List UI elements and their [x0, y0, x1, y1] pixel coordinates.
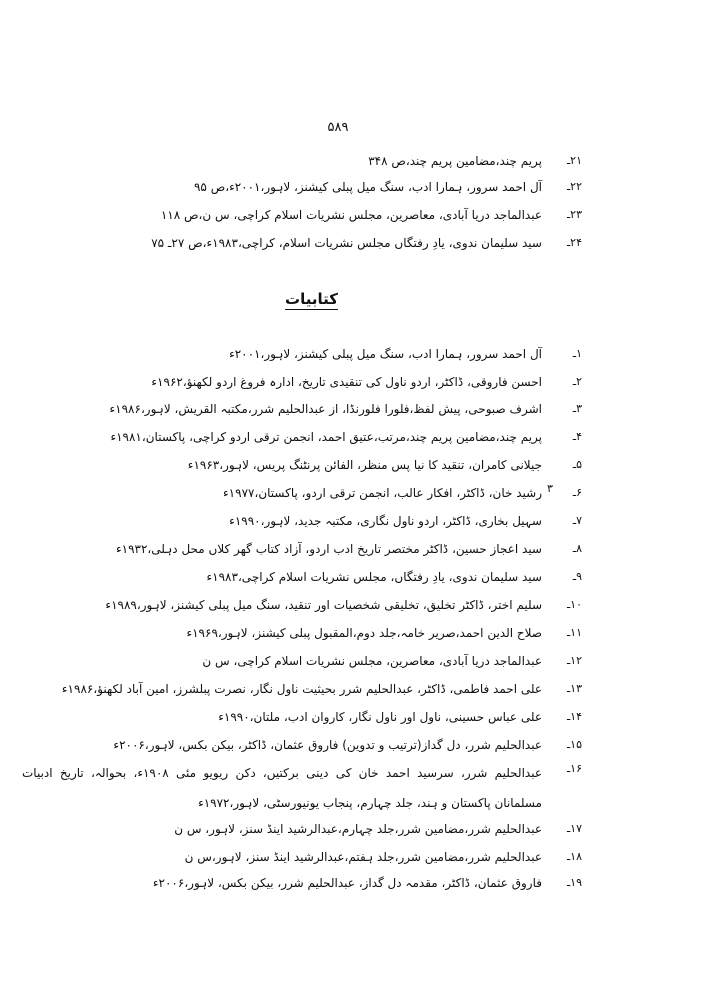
entry-text: رشید خان، ڈاکٹر، افکار عالب، انجمن ترقی اردو، پاکستان،۱۹۷۷ء	[223, 486, 542, 500]
entry-number: ۵ـ	[572, 458, 582, 471]
entry-text: صلاح الدین احمد،صریر خامہ،جلد دوم،المقبول پبلی کیشنز، لاہور،۱۹۶۹ء	[186, 626, 542, 640]
footnote-row	[160, 204, 582, 226]
bibliography-entry	[151, 371, 582, 393]
entry-number: ۸ـ	[572, 542, 582, 555]
entry-number: ۱۸ـ	[566, 850, 582, 863]
bibliography-entry	[22, 758, 582, 810]
bibliography-entry	[61, 678, 582, 700]
entry-text: آل احمد سرور، ہمارا ادب، سنگ میل پبلی کیشنز، لاہور،۲۰۰۱ء	[229, 347, 542, 361]
bibliography-entry	[109, 398, 582, 420]
entry-number: ۱۷ـ	[566, 822, 582, 835]
entry-number: ۶ـ	[572, 486, 582, 499]
entry-number: ۱۱ـ	[566, 626, 582, 639]
bibliography-entry	[206, 566, 582, 588]
footnote-number: ۲۴ـ	[566, 236, 582, 249]
bibliography-entry	[113, 734, 582, 756]
entry-number: ۲ـ	[572, 375, 582, 388]
entry-text: پریم چند،مضامین پریم چند،مرتب،عتیق احمد، انجمن ترقی اردو کراچی، پاکستان،۱۹۸۱ء	[110, 430, 542, 444]
entry-text: جیلانی کامران، تنقید کا نیا پس منظر، الفائن پرنٹنگ پریس، لاہور،۱۹۶۳ء	[187, 458, 542, 472]
entry-text: علی عباس حسینی، ناول اور ناول نگار، کاروان ادب، ملتان،۱۹۹۰ء	[218, 710, 542, 724]
entry-text: عبدالحلیم شرر،مضامین شرر،جلد ہفتم،عبدالرشید اینڈ سنز، لاہور،س ن	[184, 850, 542, 864]
footnote-text: سید سلیمان ندوی، یادِ رفتگاں مجلس نشریات اسلام، کراچی،۱۹۸۳ء،ص ۲۷ـ ۷۵	[151, 236, 542, 250]
entry-text: عبدالماجد دریا آبادی، معاصرین، مجلس نشریات اسلام کراچی، س ن	[202, 654, 542, 668]
entry-text: احسن فاروقی، ڈاکٹر، اردو ناول کی تنقیدی تاریخ، ادارہ فروغ اردو لکھنؤ،۱۹۶۲ء	[151, 375, 542, 389]
entry-number: ۳ـ	[572, 402, 582, 415]
footnote-text: آل احمد سرور، ہمارا ادب، سنگ میل پبلی کیشنز، لاہور،۲۰۰۱ء،ص ۹۵	[193, 180, 542, 194]
page-number: ۵۸۹	[327, 120, 349, 135]
entry-number: ۱ـ	[572, 347, 582, 360]
bibliography-entry	[110, 426, 582, 448]
footnote-number: ۲۲ـ	[566, 180, 582, 193]
entry-text: فاروق عثمان، ڈاکٹر، مقدمہ دل گداز، عبدالحلیم شرر، بیکن بکس، لاہور،۲۰۰۶ء	[152, 876, 542, 890]
margin-mark: ۳	[547, 482, 553, 495]
entry-number: ۱۳ـ	[566, 682, 582, 695]
bibliography-heading: کتابیات	[285, 290, 338, 308]
entry-text: سلیم اختر، ڈاکٹر تخلیق، تخلیقی شخصیات اور تنقید، سنگ میل پبلی کیشنز، لاہور،۱۹۸۹ء	[105, 598, 542, 612]
entry-number: ۷ـ	[572, 514, 582, 527]
bibliography-entry	[223, 482, 582, 504]
footnote-number: ۲۱ـ	[566, 154, 582, 167]
bibliography-entry	[202, 650, 582, 672]
entry-number: ۱۴ـ	[566, 710, 582, 723]
entry-number: ۱۲ـ	[566, 654, 582, 667]
footnote-text: عبدالماجد دریا آبادی، معاصرین، مجلس نشریات اسلام کراچی، س ن،ص ۱۱۸	[160, 208, 542, 222]
entry-number: ۱۹ـ	[566, 876, 582, 889]
bibliography-entry	[229, 510, 582, 532]
bibliography-entry	[184, 846, 582, 868]
entry-number: ۱۶ـ	[566, 762, 582, 775]
footnote-row	[151, 232, 582, 254]
entry-text: سید سلیمان ندوی، یادِ رفتگاں، مجلس نشریات اسلام کراچی،۱۹۸۳ء	[206, 570, 542, 584]
bibliography-entry	[187, 454, 582, 476]
entry-number: ۴ـ	[572, 430, 582, 443]
entry-number: ۱۰ـ	[566, 598, 582, 611]
bibliography-entry	[218, 706, 582, 728]
entry-text: عبدالحلیم شرر،مضامین شرر،جلد چہارم،عبدالرشید اینڈ سنز، لاہور، س ن	[174, 822, 542, 836]
footnote-row	[368, 150, 582, 172]
bibliography-entry	[152, 872, 582, 894]
entry-text: سہیل بخاری، ڈاکٹر، اردو ناول نگاری، مکتبہ جدید، لاہور،۱۹۹۰ء	[229, 514, 542, 528]
bibliography-entry	[229, 343, 582, 365]
entry-text: عبدالحلیم شرر، دل گداز(ترتیب و تدوین) فاروق عثمان، ڈاکٹر، بیکن بکس، لاہور،۲۰۰۶ء	[113, 738, 542, 752]
bibliography-entry	[105, 594, 582, 616]
bibliography-entry	[174, 818, 582, 840]
entry-text: عبدالحلیم شرر، سرسید احمد خان کی دینی برکتیں، دکن ریویو مئی ۱۹۰۸ء، بحوالہ، تاریخ ادبیات مسلمانان پاکستان و ہند، جلد چہارم، پنجاب یونیورسٹی، لاہور،۱۹۷۲ء	[22, 766, 542, 810]
entry-text: علی احمد فاطمی، ڈاکٹر، عبدالحلیم شرر بحیثیت ناول نگار، نصرت پبلشرز، امین آباد لکھنؤ،۱۹۸۶ء	[61, 682, 542, 696]
bibliography-entry	[186, 622, 582, 644]
entry-text: اشرف صبوحی، پیش لفظ،فلورا فلورنڈا، از عبدالحلیم شرر،مکتبہ القریش، لاہور،۱۹۸۶ء	[109, 402, 542, 416]
entry-text: سید اعجاز حسین، ڈاکٹر مختصر تاریخ ادب اردو، آزاد کتاب گھر کلاں محل دہلی،۱۹۳۲ء	[115, 542, 542, 556]
footnote-text: پریم چند،مضامین پریم چند،ص ۳۴۸	[368, 154, 542, 168]
footnote-number: ۲۳ـ	[566, 208, 582, 221]
bibliography-entry	[115, 538, 582, 560]
entry-number: ۱۵ـ	[566, 738, 582, 751]
entry-number: ۹ـ	[572, 570, 582, 583]
footnote-row	[193, 176, 582, 198]
